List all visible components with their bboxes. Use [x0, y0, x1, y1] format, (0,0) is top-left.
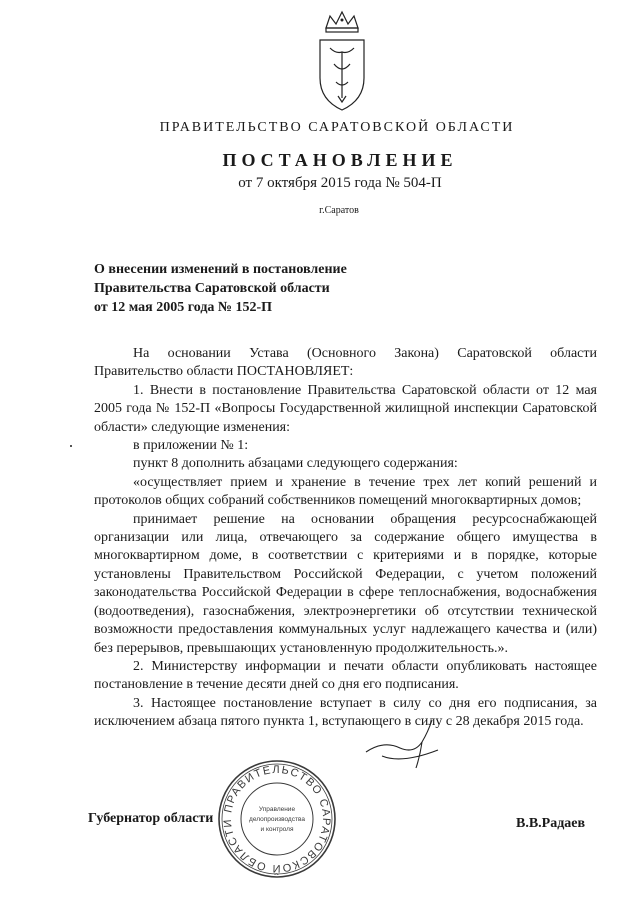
subject-line: Правительства Саратовской области	[94, 281, 330, 296]
body-paragraph: На основании Устава (Основного Закона) Саратовской области Правительство области ПОСТАНОВЛЯЕТ:	[94, 346, 597, 380]
signatory-position: Губернатор области	[88, 811, 214, 826]
document-city: г.Саратов	[319, 205, 359, 216]
official-stamp	[216, 758, 338, 880]
handwritten-signature	[362, 712, 442, 772]
document-date-number: от 7 октября 2015 года № 504-П	[238, 175, 442, 191]
document-body	[94, 345, 597, 732]
government-name: ПРАВИТЕЛЬСТВО САРАТОВСКОЙ ОБЛАСТИ	[159, 120, 515, 135]
stamp-center-line: делопроизводства	[249, 816, 305, 823]
signatory-name: В.В.Радаев	[516, 816, 586, 831]
document-type-title: ПОСТАНОВЛЕНИЕ	[222, 150, 458, 170]
subject-line: О внесении изменений в постановление	[94, 262, 347, 277]
margin-mark	[70, 445, 72, 447]
body-paragraph: принимает решение на основании обращения ресурсоснабжающей организации или лица, отвечающего за содержание общего имущества в многоквартирном доме, в соответствии с критериями и в порядке, которые установлены Правительством Российской Федерации, с учетом положений законодательства Российской Федерации в сфере теплоснабжения, водоснабжения (водоотведения), газоснабжения, электроэнергетики об отсутствии технической возможности предоставления коммунальных услуг надлежащего качества и (или) без перерывов, превышающих установленную продолжительность.».	[94, 511, 597, 656]
body-paragraph: пункт 8 дополнить абзацами следующего содержания:	[133, 456, 458, 472]
body-paragraph: в приложении № 1:	[133, 438, 249, 454]
subject-line: от 12 мая 2005 года № 152-П	[94, 300, 273, 315]
stamp-center-line: и контроля	[260, 826, 294, 833]
stamp-center-line: Управление	[258, 806, 296, 813]
body-paragraph: 2. Министерству информации и печати области опубликовать настоящее постановление в течение десяти дней со дня его подписания.	[94, 658, 597, 693]
body-paragraph: 1. Внести в постановление Правительства Саратовской области от 12 мая 2005 года № 152-П «Вопросы Государственной жилищной инспекции Саратовской области» следующие изменения:	[94, 382, 597, 435]
body-paragraph: «осуществляет прием и хранение в течение трех лет копий решений и протоколов общих собраний собственников помещений многоквартирных домов;	[94, 474, 597, 509]
coat-of-arms-icon	[312, 8, 372, 116]
document-subject	[94, 260, 424, 317]
body-paragraph: 3. Настоящее постановление вступает в силу со дня его подписания, за исключением абзаца пятого пункта 1, вступающего в силу с 28 декабря 2015 года.	[94, 695, 597, 730]
stamp-ring-text: ПРАВИТЕЛЬСТВО САРАТОВСКОЙ ОБЛАСТИ	[221, 763, 333, 875]
